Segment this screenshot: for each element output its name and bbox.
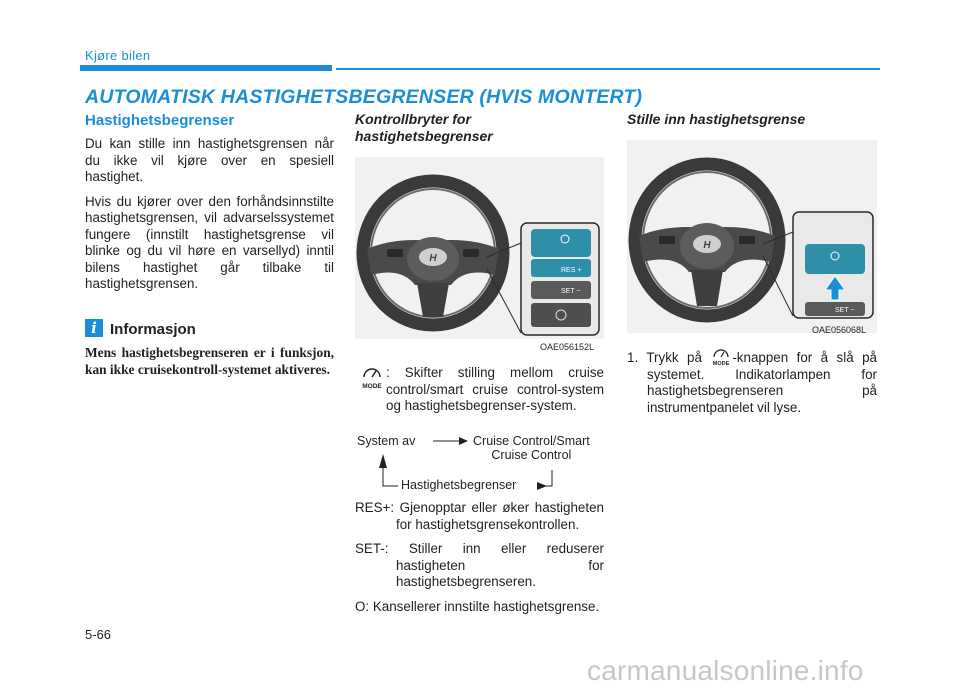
header-bar-thick [80,65,332,71]
info-text: Mens hastighetsbegrenseren er i funksjon, kan ikke cruisekontroll-systemet aktiveres. [85,345,334,377]
col2-descriptions [355,500,604,623]
section-title: Kjøre bilen [85,48,151,63]
col2-heading [355,111,604,145]
steering-wheel-figure-2 [627,140,877,333]
res-label: RES + [561,267,582,274]
mode-inline-label: MODE [713,361,730,366]
page-title: AUTOMATISK HASTIGHETSBEGRENSER (HVIS MONTERT) [85,86,643,108]
flow-system-off: System av [357,434,416,448]
set-label: SET − [561,288,581,295]
flow-cruise-line2: Cruise Control [491,448,572,462]
mode-inline-icon [710,348,732,366]
mode-label: MODE [362,383,382,390]
svg-text:H: H [703,240,711,251]
col3-step-1 [627,348,877,416]
figure-code-1: OAE056152L [540,342,595,352]
page-number: 5-66 [85,627,112,642]
watermark: carmanualsonline.info [587,655,864,686]
info-title: Informasjon [110,321,196,338]
set-label-2: SET − [835,307,855,314]
flow-limiter: Hastighetsbegrenser [401,478,517,492]
step1-text: -knappen for å slå på systemet. Indikatorlampen for hastighetsbegrenseren på instrumentpanelet vil lyse. [647,350,877,415]
steering-wheel-icon [355,157,604,339]
header-bar-thin [336,68,880,70]
svg-text:H: H [429,253,437,264]
col2-heading-line1: Kontrollbryter for [355,111,471,127]
step1-prefix: 1. Trykk på [627,350,702,365]
col1-body [85,136,334,301]
col1-paragraph-1: Du kan stille inn hastighetsgrensen når du ikke vil kjøre over en spesiell hastighet. [85,136,334,184]
col1-heading: Hastighetsbegrenser [85,112,235,129]
mode-description: : Skifter stilling mellom cruise control/smart cruise control-system og hastighetsbegrenser-system. [386,365,604,413]
flow-cruise-line1: Cruise Control/Smart [473,434,590,448]
steering-wheel-icon [627,140,877,333]
set-description: SET-: Stiller inn eller reduserer hastigheten for hastighetsbegrenseren. [355,541,604,589]
flow-cruise [473,434,590,462]
mode-icon [358,365,386,391]
res-description: RES+: Gjenopptar eller øker hastigheten for hastighetsgrensekontrollen. [355,500,604,532]
col3-heading: Stille inn hastighetsgrense [627,111,806,127]
col2-heading-line2: hastighetsbegrenser [355,128,493,144]
mode-flow-diagram [355,432,604,496]
col1-paragraph-2: Hvis du kjører over den forhåndsinnstilte hastighetsgrensen, vil advarselssystemet fungere (innstilt hastighetsgrense vil blinke og du vil høre en varsellyd) inntil bilens hastighet går tilbake til hastighetsgrensen. [85,193,334,291]
figure-code-2: OAE056068L [812,325,867,335]
steering-wheel-figure-1 [355,157,604,339]
info-icon: i [85,319,103,337]
o-description: O: Kansellerer innstilte hastighetsgrense. [355,598,600,614]
